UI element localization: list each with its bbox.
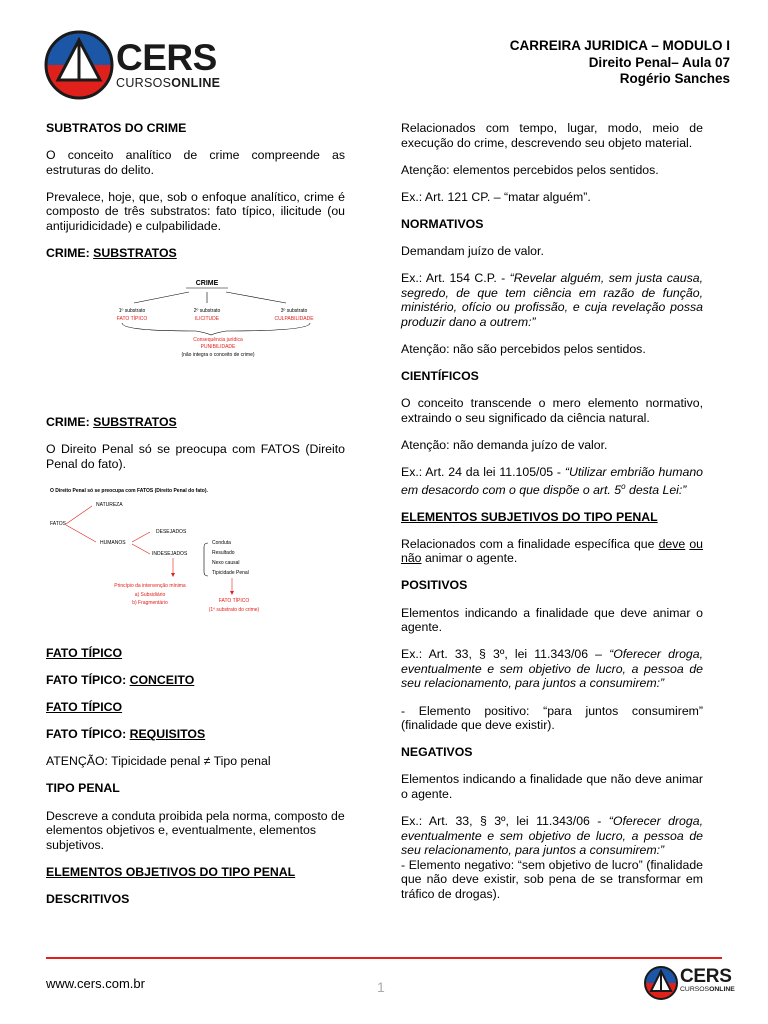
paragraph: - Elemento negativo: “sem objetivo de lucro” (finalidade que não deve existir, sob pena de se transformar em tráfico de drogas). [401,857,703,901]
diagram-label: HUMANOS [100,539,126,546]
paragraph: Elementos indicando a finalidade que deve animar o agente. [401,605,703,635]
footer-divider [46,957,722,959]
diagram-label: Consequência jurídica [193,337,243,344]
footer-url-link[interactable]: www.cers.com.br [46,976,145,991]
diagram-label: a) Subsidiário [134,591,166,598]
paragraph: Ex.: Art. 154 C.P. - “Revelar alguém, sem justa causa, segredo, de que tem ciência em razão de função, ministério, ofício ou profissão, e cuja revelação possa produzir dano a outrem:” [401,271,703,329]
heading-tipo-penal: TIPO PENAL [46,781,120,796]
paragraph: Relacionados com tempo, lugar, modo, meio de execução do crime, descrevendo seu objeto material. [401,121,703,150]
paragraph: - Elemento positivo: “para juntos consumirem” (finalidade que deve existir). [401,703,703,733]
heading-subtratos: SUBTRATOS DO CRIME [46,121,187,135]
paragraph: Descreve a conduta proibida pela norma, composto de elementos objetivos e, eventualmente, elementos subjetivos. [46,808,345,852]
diagram-title: CRIME [195,280,219,288]
paragraph: O conceito analítico de crime compreende as estruturas do delito. [46,148,345,177]
diagram-label: PUNIBILIDADE [200,344,236,351]
diagram-label: NATUREZA [96,501,123,508]
substratos-diagram [46,273,345,403]
logo-name: CERS [116,37,217,78]
diagram-label: ILICITUDE [194,316,220,323]
left-column [46,121,345,919]
heading-fato-tipico: FATO TÍPICO [46,700,123,715]
diagram-label: (não integra o conceito de crime) [181,352,255,359]
paragraph: Ex.: Art. 121 CP. – “matar alguém”. [401,189,591,204]
paragraph: Ex.: Art. 24 da lei 11.105/05 - “Utilizar embrião humano em desacordo com o que dispõe o art. 5$^o$ desta Lei:” [401,464,703,497]
paragraph: Atenção: não demanda juízo de valor. [401,437,608,452]
fatos-diagram [46,484,345,634]
diagram-label: INDESEJADOS [152,550,188,557]
diagram-title: O Direito Penal só se preocupa com FATOS (Direito Penal do fato). [50,487,208,494]
diagram-label: CULPABILIDADE [274,316,314,323]
heading-crime-substratos: CRIME: SUBSTRATOS [46,415,177,430]
diagram-label: FATO TÍPICO [218,597,250,604]
logo-subtitle: CURSOSONLINE [116,76,221,90]
footer-logo-subtitle: CURSOSONLINE [680,986,735,993]
heading-descritivos: DESCRITIVOS [46,891,130,906]
heading-positivos: POSITIVOS [401,578,468,593]
heading-elementos-subjetivos: ELEMENTOS SUBJETIVOS DO TIPO PENAL [401,509,658,524]
heading-crime-substratos: CRIME: SUBSTRATOS [46,246,177,261]
diagram-label: Princípio da intervenção mínima [114,582,186,589]
diagram-label: (1º substrato do crime) [208,606,260,613]
diagram-label: FATO TÍPICO [116,316,148,323]
right-column [401,121,703,914]
diagram-label: DESEJADOS [156,528,187,535]
document-header [510,38,730,88]
paragraph: Atenção: elementos percebidos pelos sentidos. [401,162,659,177]
paragraph: Prevalece, hoje, que, sob o enfoque analítico, crime é composto de três substratos: fato típico, ilicitude (ou antijuridicidade) e culpabilidade. [46,189,345,233]
diagram-label: 2º substrato [193,308,221,315]
heading-fato-tipico: FATO TÍPICO [46,645,123,660]
diagram-label: 1º substrato [118,308,146,315]
paragraph: Elementos indicando a finalidade que não deve animar o agente. [401,772,703,801]
heading-normativos: NORMATIVOS [401,216,484,231]
logo-wordmark [116,37,221,90]
heading-cientificos: CIENTÍFICOS [401,369,479,384]
heading-elementos-objetivos: ELEMENTOS OBJETIVOS DO TIPO PENAL [46,864,296,879]
heading-fato-tipico-conceito: FATO TÍPICO: CONCEITO [46,673,195,688]
diagram-label: Nexo causal [212,559,240,566]
footer-logo-wordmark [680,967,735,994]
paragraph: Ex.: Art. 33, § 3º, lei 11.343/06 - “Oferecer droga, eventualmente e sem objetivo de lucro, a pessoa de seu relacionamento, para juntos a consumirem:” [401,814,703,858]
paragraph: O Direito Penal só se preocupa com FATOS (Direito Penal do fato). [46,442,345,471]
paragraph-atencao: ATENÇÃO: Tipicidade penal ≠ Tipo penal [46,754,271,769]
header-course: CARREIRA JURIDICA – MODULO I [509,38,730,53]
footer-logo-name: CERS [680,966,732,987]
paragraph: Demandam juízo de valor. [401,243,544,258]
page-number: 1 [377,979,385,995]
diagram-label: Resultado [212,549,235,556]
paragraph: Atenção: não são percebidos pelos sentidos. [401,341,646,356]
header-lesson: Direito Penal– Aula 07 [588,54,730,70]
paragraph: O conceito transcende o mero elemento normativo, extraindo o seu significado da ciência natural. [401,396,703,425]
diagram-label: Conduta [212,539,231,546]
diagram-label: FATOS [50,520,66,527]
diagram-label: b) Fragmentário [132,599,168,606]
paragraph: Relacionados com a finalidade específica que deve ou não animar o agente. [401,536,703,566]
header-teacher: Rogério Sanches [619,71,730,86]
diagram-label: 3º substrato [280,308,308,315]
diagram-label: Tipicidade Penal [212,569,249,576]
heading-fato-tipico-requisitos: FATO TÍPICO: REQUISITOS [46,727,206,742]
paragraph: Ex.: Art. 33, § 3º, lei 11.343/06 – “Oferecer droga, eventualmente e sem objetivo de lucro, a pessoa de seu relacionamento, para juntos a consumirem:” [401,647,703,691]
heading-negativos: NEGATIVOS [401,745,473,760]
